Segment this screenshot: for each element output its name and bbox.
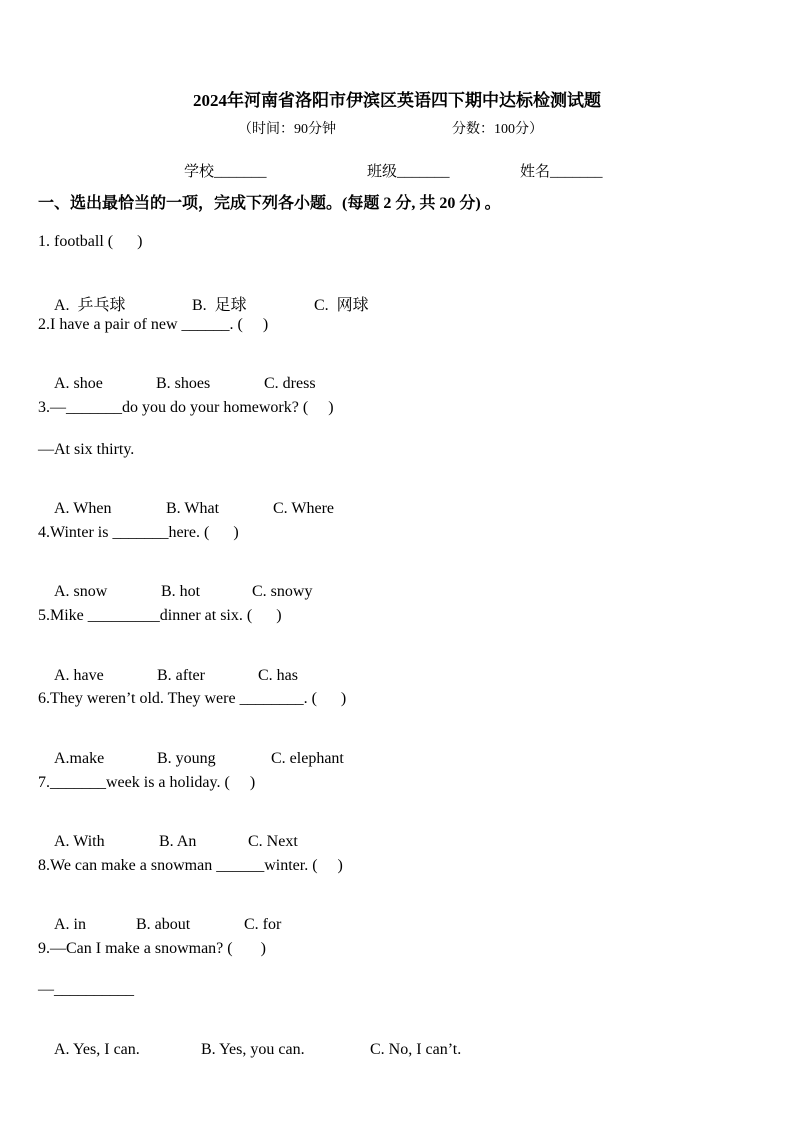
- option-a: A. 乒乓球: [54, 297, 126, 314]
- option-b: B. young: [157, 750, 216, 767]
- option-c: C. 网球: [314, 297, 369, 314]
- question-7-stem: 7._______week is a holiday. ( ): [38, 774, 256, 791]
- question-3-stem: 3.—_______do you do your homework? ( ): [38, 399, 334, 416]
- option-b: B. Yes, you can.: [201, 1041, 305, 1058]
- question-4-stem: 4.Winter is _______here. ( ): [38, 524, 239, 541]
- option-a: A. With: [54, 833, 105, 850]
- option-b: B. What: [166, 500, 220, 517]
- question-3-answer-line: —At six thirty.: [38, 441, 135, 458]
- option-c: C. dress: [264, 375, 316, 392]
- option-b: B. shoes: [156, 375, 211, 392]
- option-a: A.make: [54, 750, 105, 767]
- question-9-options: [38, 1023, 461, 1077]
- class-field: 班级_______: [367, 164, 450, 180]
- option-c: C. No, I can’t.: [370, 1041, 462, 1058]
- option-a: A. in: [54, 916, 86, 933]
- option-c: C. Where: [273, 500, 335, 517]
- option-b: B. An: [159, 833, 197, 850]
- time-label: （时间：90分钟: [238, 122, 336, 137]
- question-8-stem: 8.We can make a snowman ______winter. ( ): [38, 857, 343, 874]
- option-a: A. have: [54, 667, 104, 684]
- question-2-stem: 2.I have a pair of new ______. ( ): [38, 316, 269, 333]
- option-a: A. When: [54, 500, 112, 517]
- question-1-stem: 1. football ( ): [38, 233, 143, 250]
- option-c: C. elephant: [271, 750, 344, 767]
- option-b: B. hot: [161, 583, 201, 600]
- option-c: C. Next: [248, 833, 298, 850]
- question-9-answer-line: —__________: [38, 981, 134, 998]
- option-b: B. after: [157, 667, 205, 684]
- question-5-stem: 5.Mike _________dinner at six. ( ): [38, 607, 282, 624]
- option-b: B. about: [136, 916, 191, 933]
- option-c: C. has: [258, 667, 298, 684]
- question-9-stem: 9.—Can I make a snowman? ( ): [38, 940, 266, 957]
- option-c: C. for: [244, 916, 282, 933]
- school-field: 学校_______: [184, 164, 267, 180]
- question-6-stem: 6.They weren’t old. They were ________. ( ): [38, 690, 347, 707]
- option-c: C. snowy: [252, 583, 313, 600]
- option-a: A. snow: [54, 583, 108, 600]
- option-a: A. shoe: [54, 375, 103, 392]
- name-field: 姓名_______: [520, 164, 603, 180]
- score-label: 分数：100分）: [452, 122, 543, 137]
- option-a: A. Yes, I can.: [54, 1041, 140, 1058]
- option-b: B. 足球: [192, 297, 247, 314]
- section-heading: 一、选出最恰当的一项，完成下列各小题。(每题 2 分, 共 20 分) 。: [38, 195, 501, 212]
- exam-title: 2024年河南省洛阳市伊滨区英语四下期中达标检测试题: [193, 91, 601, 110]
